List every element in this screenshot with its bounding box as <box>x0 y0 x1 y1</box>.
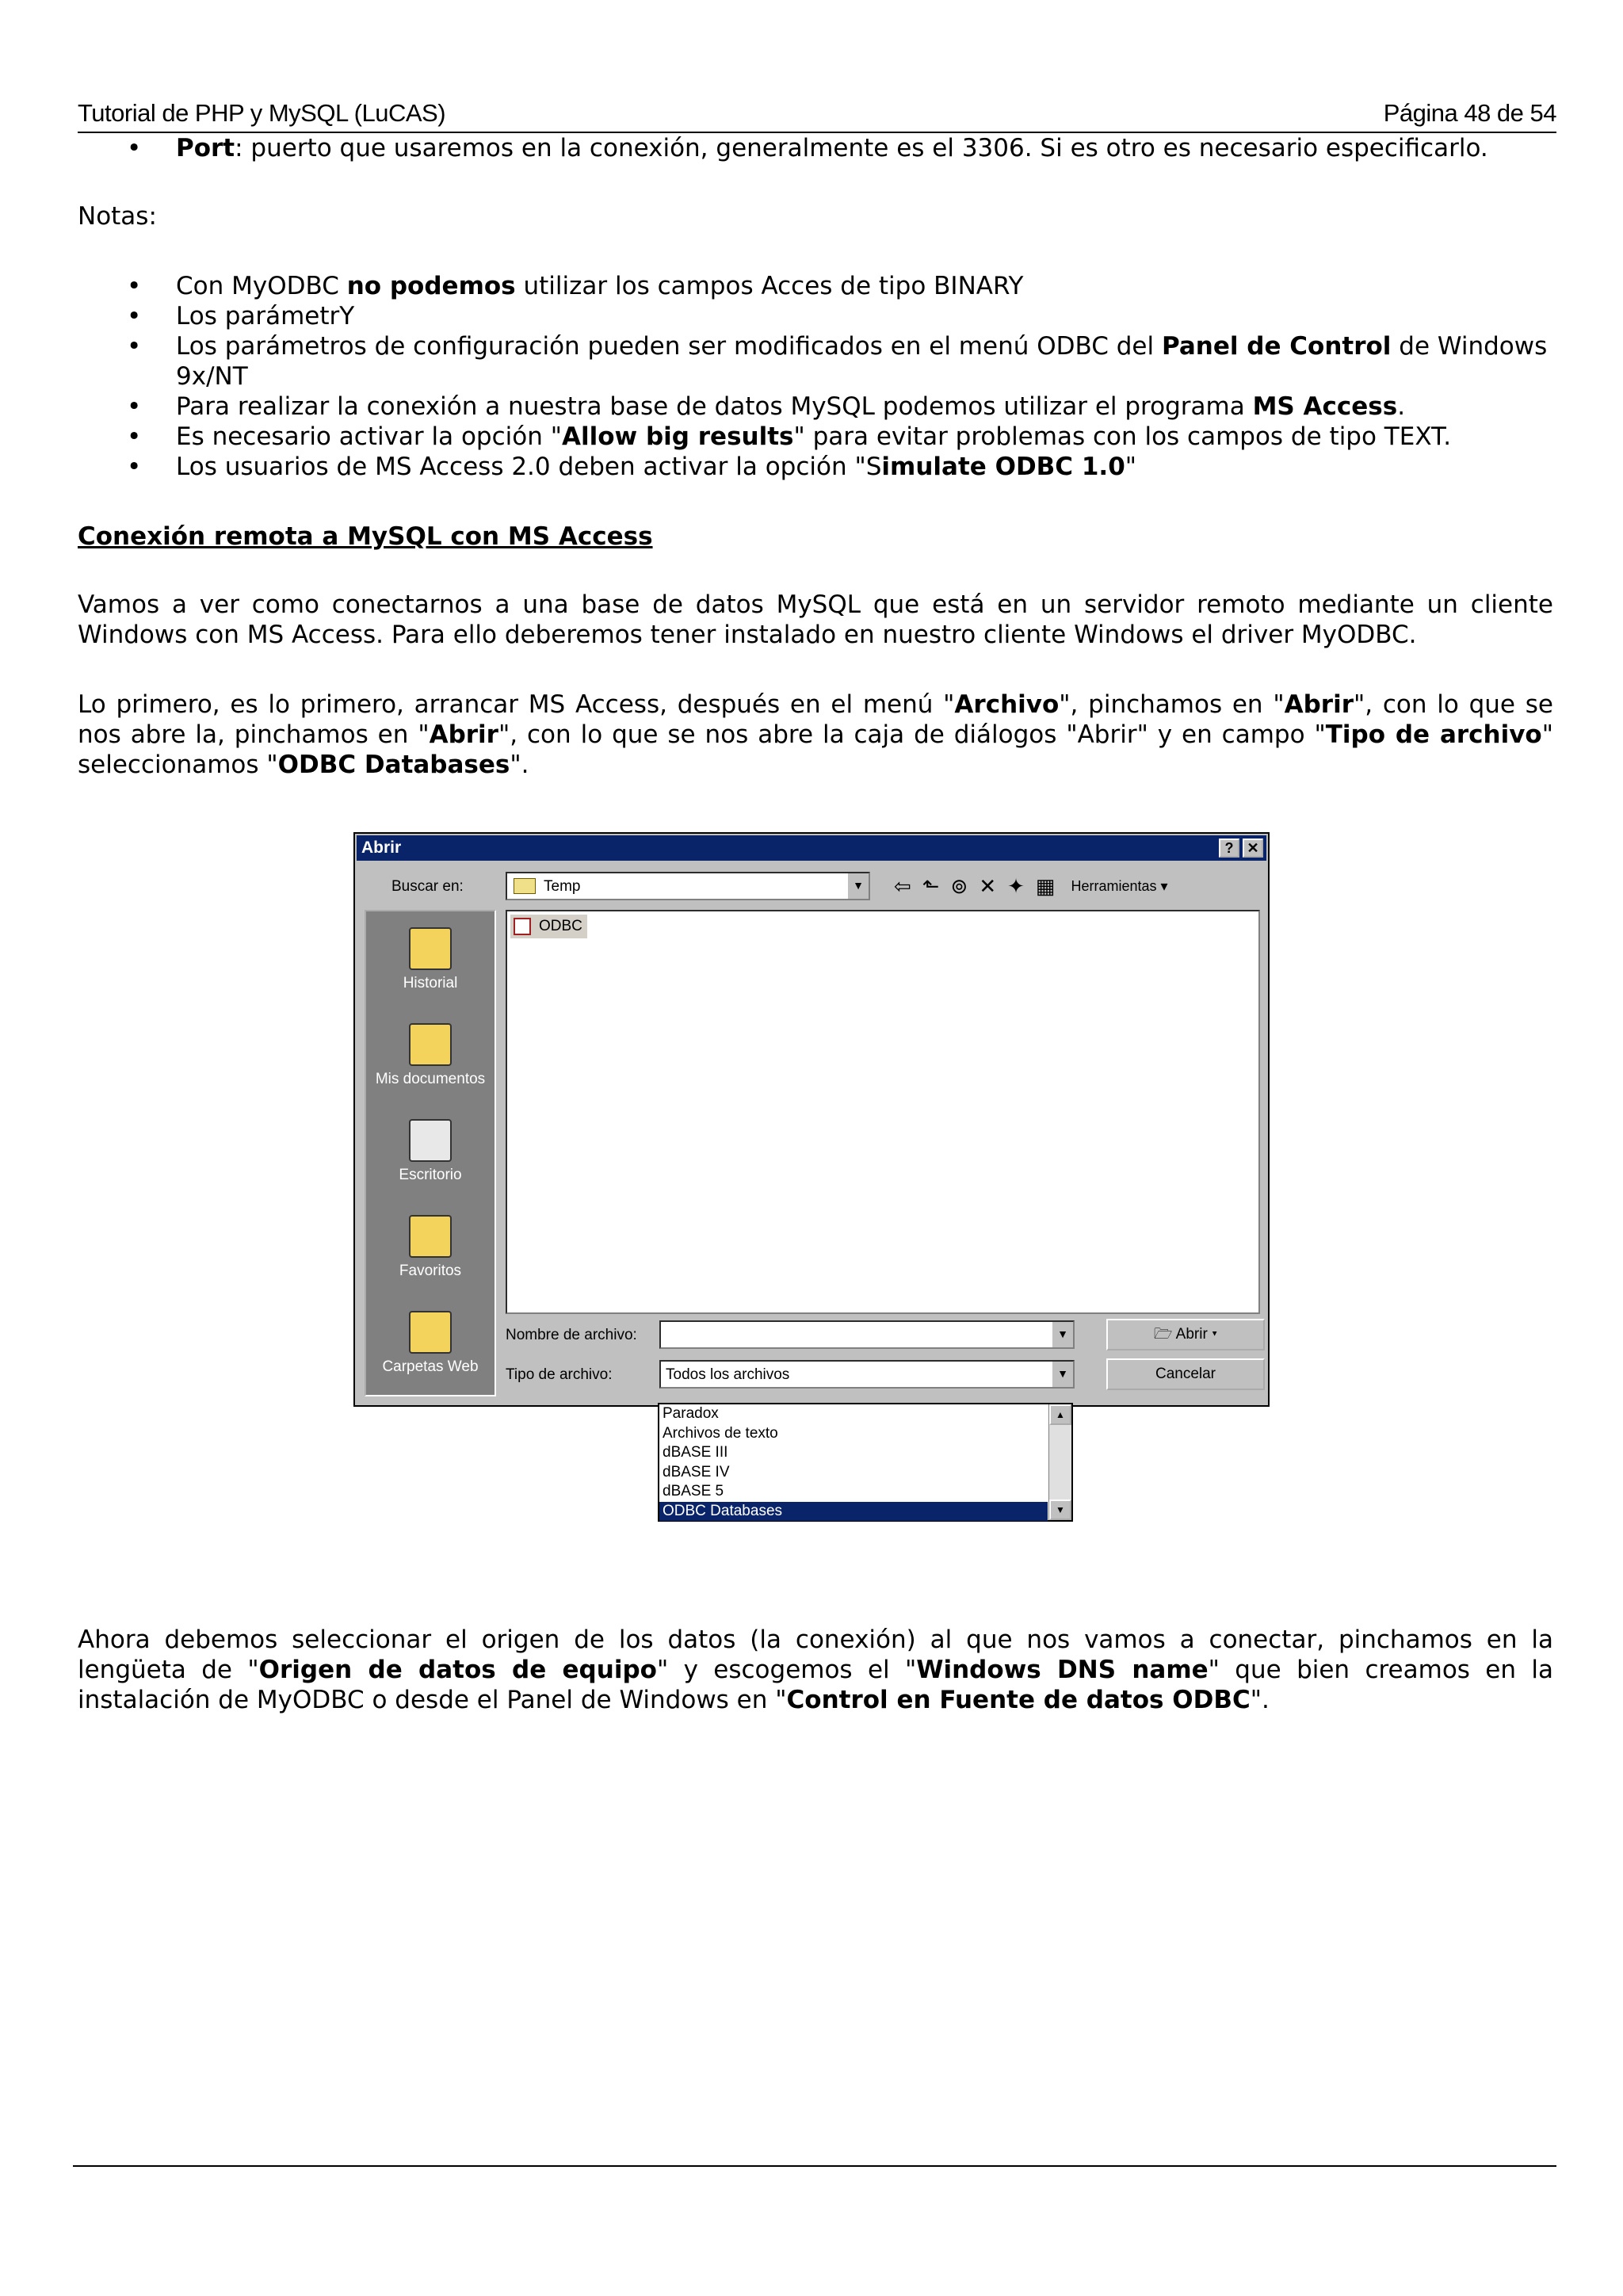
up-folder-icon[interactable]: ⬑ <box>922 873 940 898</box>
dropdown-option[interactable]: dBASE IV <box>663 1463 730 1480</box>
place-historial[interactable]: Historial <box>366 927 495 992</box>
back-icon[interactable]: ⇦ <box>894 873 911 898</box>
filename-combo[interactable] <box>659 1320 1075 1349</box>
delete-icon[interactable]: ✕ <box>979 873 997 898</box>
dropdown-option-selected[interactable]: ODBC Databases <box>659 1502 1048 1522</box>
documents-folder-icon <box>409 1023 452 1066</box>
dropdown-option[interactable]: dBASE III <box>663 1444 728 1461</box>
filename-label: Nombre de archivo: <box>506 1327 637 1343</box>
views-icon[interactable]: ▦ <box>1035 873 1056 898</box>
open-dialog-screenshot <box>353 832 1273 1522</box>
close-button[interactable]: ✕ <box>1243 839 1263 858</box>
scroll-down-icon[interactable]: ▼ <box>1049 1499 1071 1520</box>
list-item[interactable]: ODBC <box>510 915 587 938</box>
filetype-value: Todos los archivos <box>666 1366 790 1383</box>
look-in-combo[interactable] <box>506 872 870 900</box>
section-heading: Conexión remota a MySQL con MS Access <box>78 522 653 551</box>
notas-label: Notas: <box>78 202 157 231</box>
dropdown-option[interactable]: dBASE 5 <box>663 1483 724 1499</box>
web-folder-icon <box>409 1311 452 1354</box>
notes-list <box>78 271 1553 482</box>
list-item: • Los parámetrY <box>127 302 355 330</box>
file-list[interactable] <box>506 910 1260 1314</box>
filetype-label: Tipo de archivo: <box>506 1366 613 1383</box>
history-icon <box>409 927 452 970</box>
list-item: • Los parámetros de configuración pueden ser modificados en el menú ODBC del Panel de Control de Windows 9x/NT <box>127 332 1548 391</box>
paragraph-origin: Ahora debemos seleccionar el origen de los datos (la conexión) al que nos vamos a conectar, pinchamos en la lengüeta de "Origen de datos de equipo" y escogemos el "Windows DNS name" que bien creamos en la instalación de MyODBC o desde el Panel de Windows en "Control en Fuente de datos ODBC". <box>78 1626 1554 1714</box>
look-in-value: Temp <box>544 878 581 895</box>
header-page-number: Página 48 de 54 <box>1383 99 1556 127</box>
paragraph-intro: Vamos a ver como conectarnos a una base de datos MySQL que está en un servidor remoto mediante un cliente Windows con MS Access. Para ello deberemos tener instalado en nuestro cliente Windows el driver MyODBC. <box>78 590 1553 649</box>
open-dialog <box>353 832 1270 1407</box>
folder-icon <box>514 878 536 894</box>
place-favoritos[interactable]: Favoritos <box>366 1215 495 1280</box>
odbc-file-icon <box>514 918 531 935</box>
help-button[interactable]: ? <box>1219 839 1239 858</box>
chevron-down-icon[interactable]: ▼ <box>846 873 869 899</box>
place-carpetas-web[interactable]: Carpetas Web <box>366 1311 495 1376</box>
cancel-button[interactable]: Cancelar <box>1106 1358 1265 1390</box>
list-item: • Con MyODBC no podemos utilizar los campos Acces de tipo BINARY <box>127 272 1024 300</box>
bullet: • <box>127 134 142 162</box>
header-title: Tutorial de PHP y MySQL (LuCAS) <box>78 99 446 127</box>
new-folder-icon[interactable]: ✦ <box>1007 873 1025 898</box>
dialog-title: Abrir <box>361 839 402 857</box>
dialog-titlebar <box>357 835 1266 861</box>
place-escritorio[interactable]: Escritorio <box>366 1119 495 1184</box>
list-item: • Los usuarios de MS Access 2.0 deben activar la opción "Simulate ODBC 1.0" <box>127 453 1137 481</box>
paragraph-steps: Lo primero, es lo primero, arrancar MS Access, después en el menú "Archivo", pinchamos en "Abrir", con lo que se nos abre la, pinchamos en "Abrir", con lo que se nos abre la caja de diálogos "Abrir" y en campo "Tipo de archivo" seleccionamos "ODBC Databases". <box>78 690 1553 779</box>
filetype-dropdown-list[interactable] <box>658 1403 1073 1522</box>
places-bar <box>365 910 496 1396</box>
chevron-down-icon[interactable]: ▼ <box>1051 1322 1073 1347</box>
filetype-combo[interactable] <box>659 1360 1075 1389</box>
favorites-folder-icon <box>409 1215 452 1258</box>
dropdown-option[interactable]: Paradox <box>663 1405 719 1422</box>
scrollbar[interactable] <box>1048 1404 1071 1520</box>
place-mis-documentos[interactable]: Mis documentos <box>366 1023 495 1088</box>
list-item: • Es necesario activar la opción "Allow big results" para evitar problemas con los campos de tipo TEXT. <box>127 422 1452 451</box>
port-list <box>78 133 1553 163</box>
list-item: • Port: puerto que usaremos en la conexión, generalmente es el 3306. Si es otro es necesario especificarlo. <box>127 134 1488 162</box>
page-content-bottom <box>78 1625 1553 1715</box>
chevron-down-icon[interactable]: ▼ <box>1051 1362 1073 1387</box>
scroll-up-icon[interactable]: ▲ <box>1049 1404 1071 1425</box>
dropdown-option[interactable]: Archivos de texto <box>663 1424 778 1442</box>
tools-menu[interactable]: Herramientas ▾ <box>1071 877 1168 894</box>
search-web-icon[interactable]: ⊚ <box>950 873 968 898</box>
open-folder-icon: 🗁 <box>1153 1326 1176 1343</box>
page-header <box>78 95 1556 133</box>
toolbar <box>894 873 1168 899</box>
page-content <box>78 133 1553 780</box>
list-item: • Para realizar la conexión a nuestra base de datos MySQL podemos utilizar el programa MS Access. <box>127 392 1406 421</box>
footer-rule <box>73 2165 1556 2167</box>
look-in-label: Buscar en: <box>391 878 464 895</box>
open-button[interactable]: 🗁 Abrir ▾ <box>1106 1319 1265 1350</box>
desktop-icon <box>409 1119 452 1162</box>
